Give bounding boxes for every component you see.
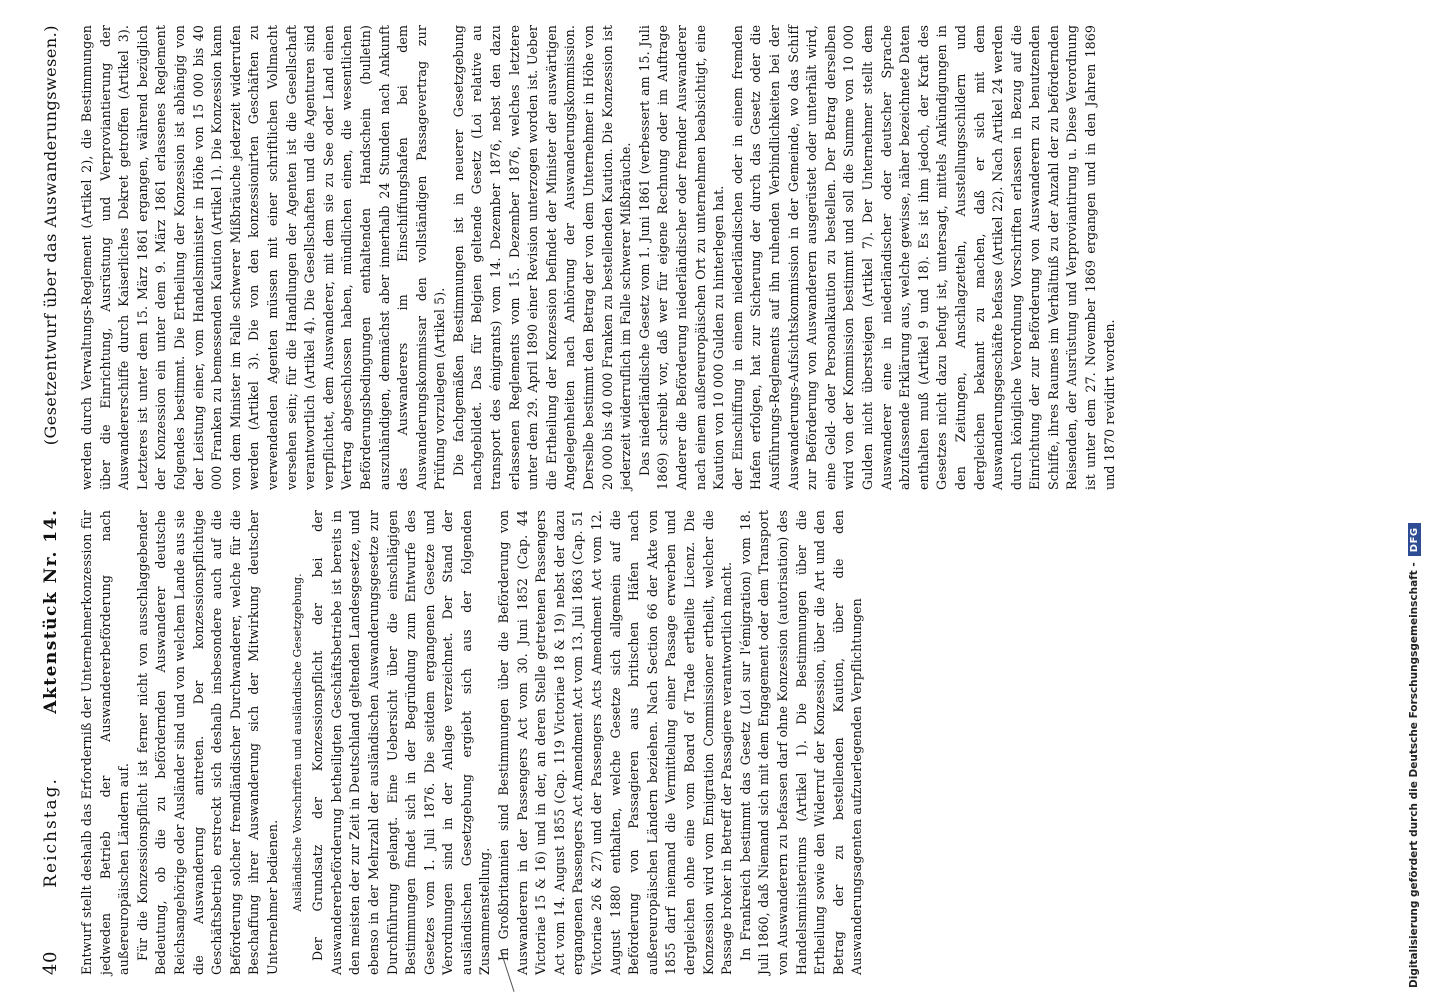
paragraph: der Einschiffung in einem niederländischen oder in einem fremden Hafen erfolgen, hat zur Sicherung der durch das Gesetz oder die Ausführungs-Reglements auf ihn ruhenden Verbindlichkeiten bei der Auswanderungs-Aufsichtskommission in der Gemeinde, wo das Schiff zur Beförderung von Auswanderern ausgerüstet oder unterhält wird, eine Geld- oder Personalkaution zu bestellen. Der Betrag derselben wird von der Kommission bestimmt und soll die Summe von 10 000 Gulden nicht übersteigen (Artikel 7). Der Unternehmer stellt dem Auswanderer eine in niederländischer oder deutscher Sprache abzufassende Erklärung aus, welche gewisse, näher bezeichnete Daten enthalten muß (Artikel 9 und 18). Es ist ihm jedoch, der Kraft des Gesetzes nicht dazu befugt ist, untersagt, mittels Ankündigungen in den Zeitungen, Anschlagzetteln, Ausstellungsschildern und dergleichen bekannt zu machen, daß er sich mit dem Auswanderungsgeschäfte befasse (Artikel 22). Nach Artikel 24 werden durch königliche Verordnung Vorschriften erlassen in Bezug auf die Einrichtung der zur Beförderung von Auswanderern zu benutzenden Schiffe, ihres Raumes im Verhältniß zu der Anzahl der zu befördernden Reisenden, der Ausrüstung und Verproviantirung u. Diese Verordnung ist unter dem 27. November 1869 ergangen und in den Jahren 1869 und 1870 revidirt worden.	[729, 25, 1117, 490]
paragraph: Für die Konzessionspflicht ist ferner nicht von ausschlaggebender Bedeutung, ob die zu befördernden Auswanderer deutsche Reichsangehörige oder Ausländer sind und von welchem Lande aus sie die Auswanderung antreten. Der konzessionspflichtige Geschäftsbetrieb erstreckt sich deshalb insbesondere auch auf die Beförderung solcher fremdländischer Durchwanderer, welche für die Beschaffung ihrer Auswanderung sich der Mitwirkung deutscher Unternehmer bedienen.	[134, 510, 280, 975]
middle-column	[78, 25, 1117, 490]
credit-text: Digitalisierung gefördert durch die Deutsche Forschungsgemeinschaft -	[1408, 562, 1420, 988]
paragraph: In Großbritannien sind Bestimmungen über die Beförderung von Auswanderern in der Passengers Act vom 30. Juni 1852 (Cap. 44 Victoriae 15 & 16) und in der, an deren Stelle getretenen Passengers Act vom 14. August 1855 (Cap. 119 Victoriae 18 & 19) nebst der dazu ergangenen Passengers Act Amendment Act vom 13. Juli 1863 (Cap. 51 Victoriae 26 & 27) und der Passengers Acts Amendment Act vom 12. August 1880 enthalten, welche Gesetze sich allgemein auf die Beförderung von Passagieren aus britischen Häfen nach außereuropäischen Ländern beziehen. Nach Section 66 der Akte von 1855 darf niemand die Vermittelung einer Passage erwerben und dergleichen ohne eine vom Board of Trade ertheilte Licenz. Die Konzession wird vom Emigration Commissioner ertheilt, welcher die Passage broker in Betreff der Passagiere verantwortlich macht.	[496, 510, 735, 975]
paragraph: Die fachgemäßen Bestimmungen ist in neuerer Gesetzgebung nachgebildet. Das für Belgien geltende Gesetz (Loi relative au transport des émigrants) vom 14. Dezember 1876, nebst den dazu erlassenen Reglements vom 15. Dezember 1876, welches letztere unter dem 29. April 1890 einer Revision unterzogen worden ist. Ueber die Ertheilung der Konzession befindet der Minister der auswärtigen Angelegenheiten nach Anhörung der Auswanderungskommission. Derselbe bestimmt den Betrag der von dem Unternehmer in Höhe von 20 000 bis 40 000 Franken zu bestellenden Kaution. Die Konzession ist jederzeit widerruflich im Falle schwerer Mißbräuche.	[450, 25, 634, 490]
section-subhead: Ausländische Vorschriften und ausländische Gesetzgebung.	[290, 573, 304, 912]
document-number: Aktenstück Nr. 14.	[41, 508, 61, 714]
paragraph: In Frankreich bestimmt das Gesetz (Loi sur l'émigration) vom 18. Juli 1860, daß Niemand sich mit dem Engagement oder dem Transport von Auswanderern zu befassen darf ohne Konzession (autorisation) des Handelsministeriums (Artikel 1). Die Bestimmungen über die Ertheilung sowie den Widerruf der Konzession, über die Art und den Betrag der zu bestellenden Kaution, über die den Auswanderungsagenten aufzuerlegenden Verpflichtungen	[737, 510, 865, 975]
paragraph: Das niederländische Gesetz vom 1. Juni 1861 (verbessert am 15. Juli 1869) schreibt vor, daß wer für eigene Rechnung oder im Auftrage Anderer die Beförderung niederländischer oder fremder Auswanderer nach einem außereuropäischen Ort zu unternehmen beabsichtigt, eine Kaution von 10 000 Gulden zu hinterlegen hat.	[636, 25, 727, 490]
running-head	[40, 25, 72, 975]
publication-title: Reichstag.	[41, 777, 61, 888]
document-page	[40, 25, 1117, 975]
paragraph: werden durch Verwaltungs-Reglement (Artikel 2), die Bestimmungen über die Einrichtung, Ausrüstung und Verproviantierung der Auswandererschiffe durch Kaiserliches Dekret getroffen (Artikel 3). Letzteres ist unter dem 15. März 1861 ergangen, während bezüglich der Konzession ein unter dem 9. März 1861 erlassenes Reglement folgendes bestimmt. Die Ertheilung der Konzession ist abhängig von der Leistung einer, vom Handelsminister in Höhe von 15 000 bis 40 000 Franken zu bemessenden Kaution (Artikel 1). Die Konzession kann von dem Minister im Falle schwerer Mißbräuche jederzeit widerrufen werden (Artikel 3). Die von den konzessionirten Geschäften zu verwendenden Agenten müssen mit einer schriftlichen Vollmacht versehen sein; für die Handlungen der Agenten ist die Gesellschaft verantwortlich (Artikel 4). Die Gesellschaften und die Agenturen sind verpflichtet, dem Auswanderer, mit dem sie zu See oder Land einen Vertrag abgeschlossen haben, mündlichen einen, die wesentlichen Beförderungsbedingungen enthaltenden Handschein (bulletin) auszuhändigen, demnächst aber innerhalb 24 Stunden nach Ankunft des Auswanderers im Einschiffungshafen bei dem Auswanderungskommissar den vollständigen Passagevertrag zur Prüfung vorzulegen (Artikel 5).	[79, 25, 448, 490]
dfg-logo: DFG	[1408, 523, 1421, 556]
page-number: 40	[40, 951, 61, 975]
text-columns	[78, 25, 1117, 975]
paragraph: Entwurf stellt deshalb das Erforderniß der Unternehmerkonzession für jedweden Betrieb der Auswandererbeförderung nach außereuropäischen Ländern auf.	[79, 510, 132, 975]
document-subject: (Gesetzentwurf über das Auswanderungswesen.)	[41, 25, 60, 446]
digitization-credit	[1402, 368, 1426, 988]
left-column	[78, 510, 865, 975]
paragraph: Der Grundsatz der Konzessionspflicht der bei der Auswandererbeförderung betheiligten Geschäftsbetriebe ist bereits in den meisten der zur Zeit in Deutschland geltenden Landesgesetze, und ebenso in der Mehrzahl der ausländischen Auswanderungsgesetze zur Durchführung gelangt. Eine Uebersicht über die einschlägigen Bestimmungen findet sich in der Begründung zum Entwurfe des Gesetzes vom 1. Juli 1876. Die seitdem ergangenen Gesetze und Verordnungen sind in der Anlage verzeichnet. Der Stand der ausländischen Gesetzgebung ergiebt sich aus der folgenden Zusammenstellung.	[310, 510, 493, 975]
